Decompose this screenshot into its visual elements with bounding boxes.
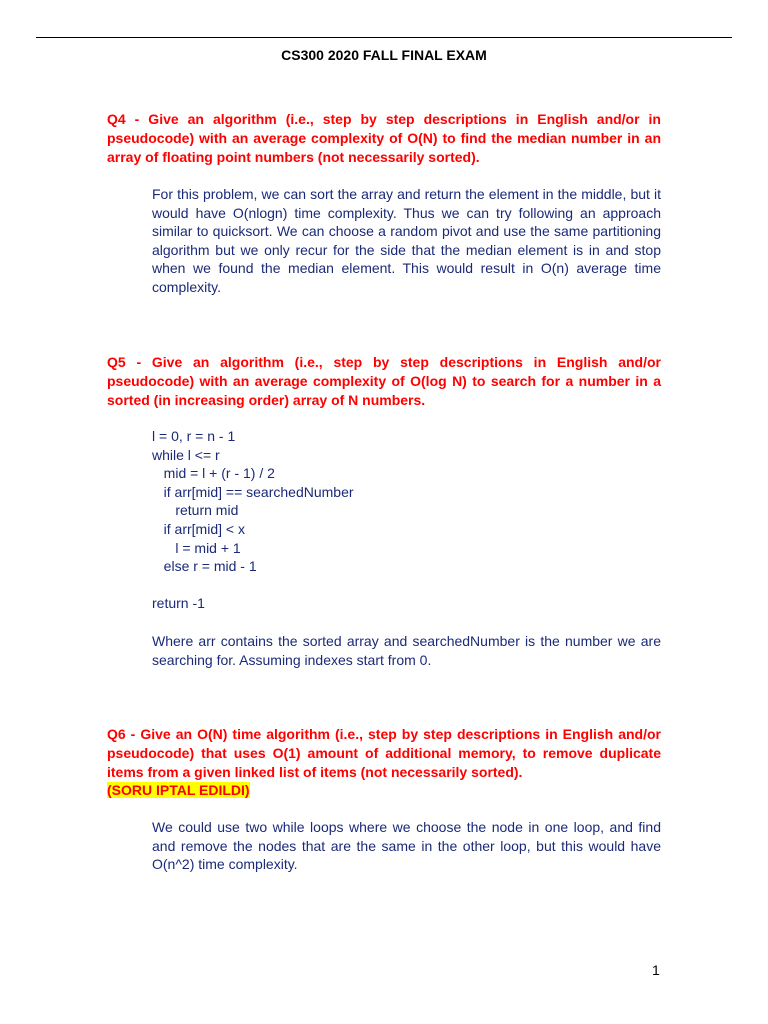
question-6: [107, 725, 661, 800]
code-line: mid = l + (r - 1) / 2: [152, 465, 275, 482]
code-line: if arr[mid] < x: [152, 520, 245, 537]
code-line: return mid: [152, 502, 239, 519]
answer-6: We could use two while loops where we choose the node in one loop, and find and remove the nodes that are the same in the other loop, but this would have O(n^2) time complexity.: [152, 819, 661, 873]
code-line: if arr[mid] == searchedNumber: [152, 483, 354, 500]
cancelled-note: (SORU IPTAL EDILDI): [107, 782, 250, 799]
page-number: 1: [652, 962, 660, 978]
code-line: else r = mid - 1: [152, 558, 257, 575]
question-6-text: Q6 - Give an O(N) time algorithm (i.e., step by step descriptions in English and/or pseudocode) that uses O(1) amount of additional memory, to remove duplicate items from a given linked list of items (not necessarily sorted).: [107, 726, 661, 780]
code-line: while l <= r: [152, 446, 220, 463]
answer-4: For this problem, we can sort the array and return the element in the middle, but it would have O(nlogn) time complexity. Thus we can try following an approach similar to quicksort. We can choose a random pivot and use the same partitioning algorithm but we only recur for the side that the median element is in and stop when we found the median element. This would result in O(n) average time complexity.: [152, 186, 661, 295]
exam-title: CS300 2020 FALL FINAL EXAM: [281, 47, 487, 63]
answer-5: Where arr contains the sorted array and searchedNumber is the number we are searching for. Assuming indexes start from 0.: [152, 633, 661, 668]
question-5: Q5 - Give an algorithm (i.e., step by step descriptions in English and/or pseudocode) with an average complexity of O(log N) to search for a number in a sorted (in increasing order) array of N numbers.: [107, 354, 661, 408]
question-4: Q4 - Give an algorithm (i.e., step by step descriptions in English and/or in pseudocode) with an average complexity of O(N) to find the median number in an array of floating point numbers (not necessarily sorted).: [107, 111, 661, 165]
code-line: l = 0, r = n - 1: [152, 428, 236, 444]
code-line: l = mid + 1: [152, 539, 241, 556]
code-block-5: [152, 427, 661, 613]
code-line: return -1: [152, 595, 205, 612]
code-line: [152, 576, 661, 595]
header-rule: [36, 37, 732, 38]
